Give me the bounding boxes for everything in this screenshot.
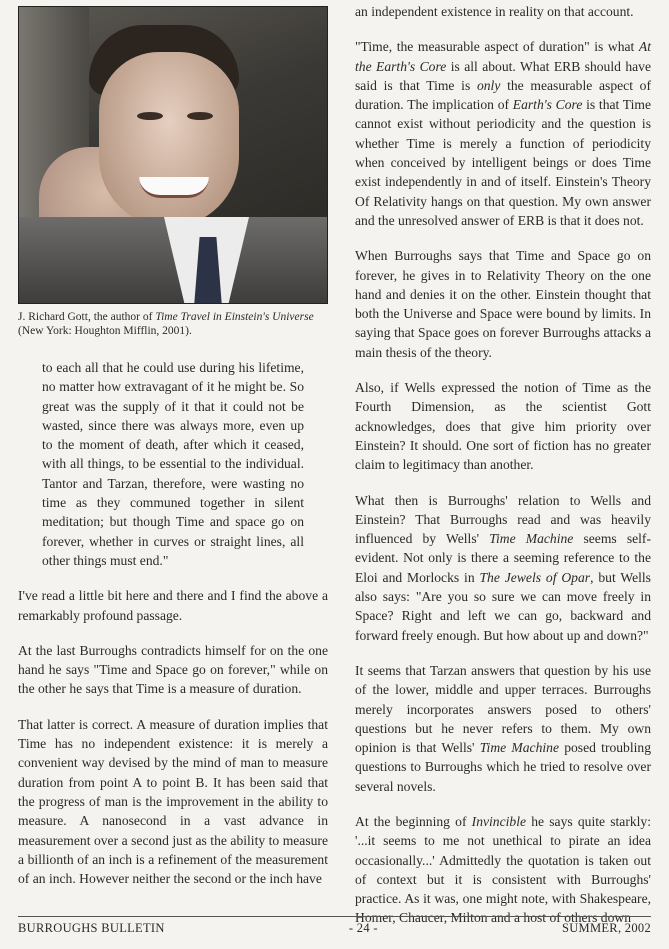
paragraph: At the last Burroughs contradicts himself for on the one hand he says "Time and Space go on forever," while on the other he says that Time is a measure of duration. <box>18 642 328 697</box>
paragraph: an independent existence in reality on that account. <box>355 4 634 19</box>
paragraph: What then is Burroughs' relation to Wells and Einstein? That Burroughs read and was heavily influenced by Wells' Time Machine seems self-evident. Not only is there a seeming reference to the Eloi and Morlocks in The Jewels of Opar, but Wells also says: "Are you so sure we can move freely in Space? Right and left we can go, backward and forward freely enough. But how about up and down?" <box>355 492 651 643</box>
author-photo <box>18 6 328 304</box>
issue-date: SUMMER, 2002 <box>561 921 651 935</box>
paragraph: Also, if Wells expressed the notion of Time as the Fourth Dimension, as the scientist Gott acknowledges, does that give him priority over Einstein? It should. One sort of fiction has no greater claim to legitimacy than another. <box>355 380 651 473</box>
left-column <box>18 6 328 888</box>
paragraph: At the beginning of Invincible he says quite starkly: '...it seems to me not unethical to pirate an idea occasionally...' Admittedly the quotation is taken out of context but it is consistent with Burroughs' practice. As it was, one might note, with Shakespeare, Homer, Chaucer, Milton and a host of others down <box>355 813 651 926</box>
paragraph: That latter is correct. A measure of duration implies that Time has no independent existence: it is merely a convenient way devised by the mind of man to measure duration from point A to point B. It has been said that the progress of man is the improvement in the ability to measure. A nanosecond in a vast advance in measurement over a second just as the ability to measure a billionth of an inch is a refinement of the measurement of an inch. However neither the second or the inch have <box>18 716 328 887</box>
page-footer <box>18 916 651 941</box>
publication-name: BURROUGHS BULLETIN <box>18 921 165 935</box>
paragraph: It seems that Tarzan answers that question by his use of the lower, middle and upper terraces. Burroughs merely incorporates answers posed to others' questions but he never refers to them. My own opinion is that Wells' Time Machine posed troubling questions to Burroughs which he tried to resolve over several novels. <box>355 662 652 794</box>
paragraph: I've read a little bit here and there and I find the above a remarkably profound passage. <box>18 588 328 623</box>
block-quote: to each all that he could use during his lifetime, no matter how extravagant of it he might be. So great was the supply of it that it could not be wasted, since there was always more, even up to the moment of death, after which it ceased, with all things, to be essential to the individual. Tantor and Tarzan, therefore, were wasting no time as they communed together in silent meditation; but though Time and space go on forever, whether in curves or straight lines, all other things must end." <box>42 360 304 568</box>
right-column <box>355 0 651 928</box>
paragraph: When Burroughs says that Time and Space go on forever, he gives in to Relativity Theory on the one hand and denies it on the other. Einstein thought that both the Universe and Space were bound by limits. In saying that Space goes on forever Burroughs attacks a main thesis of the theory. <box>355 248 651 360</box>
photo-caption: J. Richard Gott, the author of Time Travel in Einstein's Universe (New York: Houghton Mifflin, 2001). <box>18 311 314 337</box>
page-number: - 24 - <box>348 921 378 935</box>
paragraph: "Time, the measurable aspect of duration" is what At the Earth's Core is all about. What ERB should have said is that Time is only the measurable aspect of duration. The implication of Earth's Core is that Time cannot exist without periodicity and the question is whether Time is merely a function of periodicity when conceived by intelligent beings or does Time exist independently in and of itself. Einstein's Theory Of Relativity hangs on that question. My own answer and the unresolved answer of ERB is that it does not. <box>355 39 652 228</box>
